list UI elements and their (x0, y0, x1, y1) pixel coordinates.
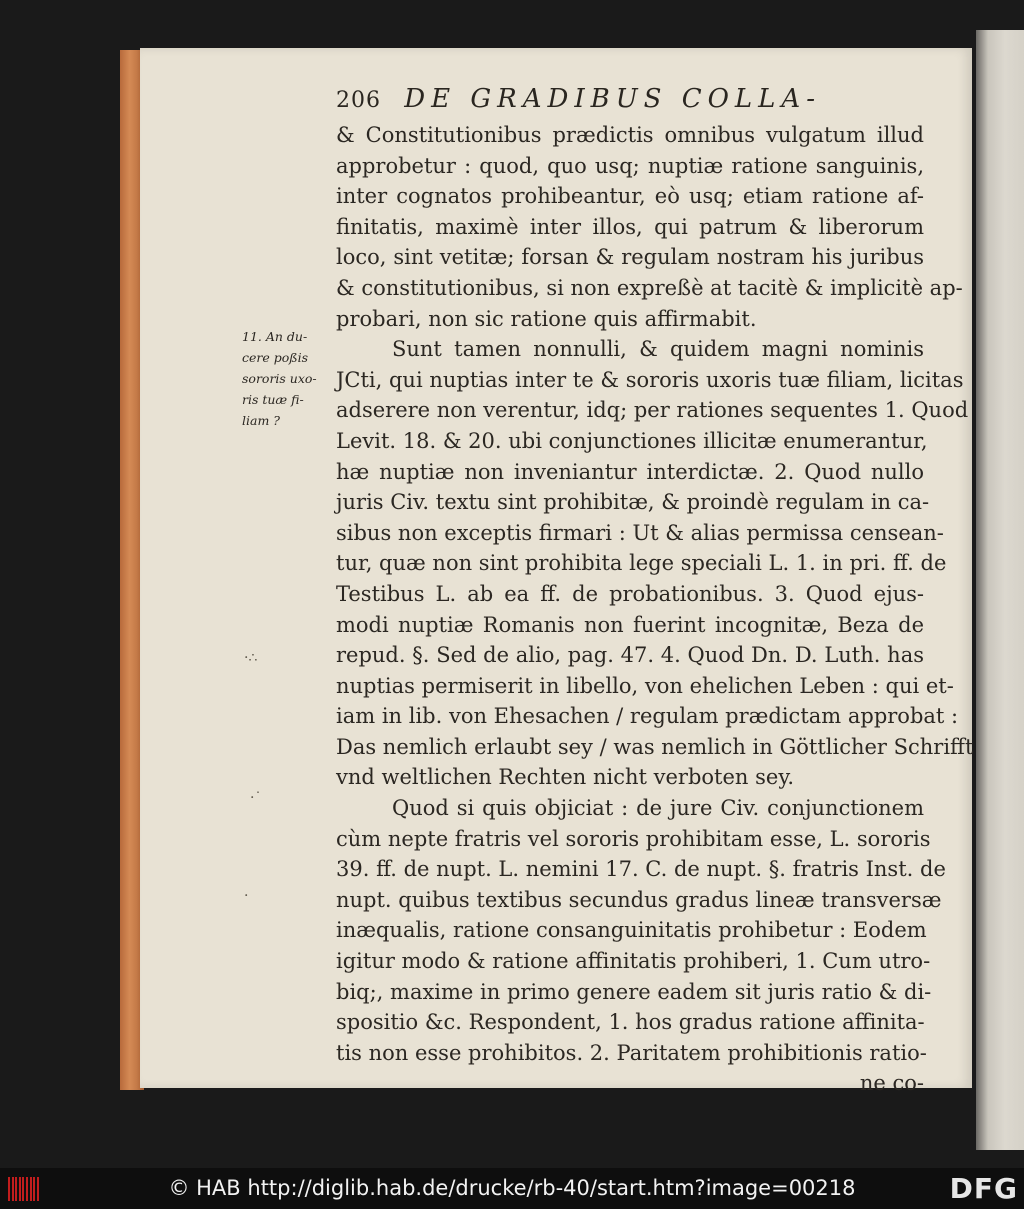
ink-speck: ·∴ (244, 650, 258, 666)
ink-speck: ·˙ (250, 790, 262, 806)
ink-speck: · (244, 888, 249, 904)
text-line: spositio &c. Respondent, 1. hos gradus ratione affinita- (336, 1010, 925, 1035)
text-line: Levit. 18. & 20. ubi conjunctiones illicitæ enumerantur, (336, 428, 928, 453)
citation-text[interactable]: © HAB http://diglib.hab.de/drucke/rb-40/start.htm?image=00218 (168, 1176, 856, 1200)
margin-note (242, 326, 334, 431)
text-line: inter cognatos prohibeantur, eò usq; etiam ratione af- (336, 184, 924, 209)
text-line: sibus non exceptis firmari : Ut & alias permissa censean- (336, 520, 944, 545)
text-line: biq;, maxime in primo genere eadem sit juris ratio & di- (336, 979, 932, 1004)
page-number: 206 (336, 88, 381, 113)
running-head-title: DE GRADIBUS COLLA- (404, 84, 821, 114)
text-line: Das nemlich erlaubt sey / was nemlich in Göttlicher Schrifft (336, 734, 974, 759)
margin-note-line: ris tuæ fi- (242, 392, 304, 407)
text-line: tur, quæ non sint prohibita lege speciali L. 1. in pri. ff. de (336, 551, 947, 576)
text-line: iam in lib. von Ehesachen / regulam prædictam approbat : (336, 704, 959, 729)
text-line: inæqualis, ratione consanguinitatis prohibetur : Eodem (336, 918, 927, 943)
margin-note-line: cere poßis (242, 350, 309, 365)
text-line: igitur modo & ratione affinitatis prohiberi, 1. Cum utro- (336, 949, 931, 974)
text-line: hæ nuptiæ non inveniantur interdictæ. 2. Quod nullo (336, 459, 924, 484)
text-line: & constitutionibus, si non expreßè at tacitè & implicitè ap- (336, 275, 963, 300)
viewer-footer (0, 1168, 1024, 1209)
text-line: loco, sint vetitæ; forsan & regulam nostram his juribus (336, 245, 924, 270)
text-line: juris Civ. textu sint prohibitæ, & proindè regulam in ca- (336, 490, 930, 515)
text-line: probari, non sic ratione quis affirmabit. (336, 306, 757, 331)
text-line: cùm nepte fratris vel sororis prohibitam esse, L. sororis (336, 826, 931, 851)
text-line: modi nuptiæ Romanis non fuerint incognitæ, Beza de (336, 612, 924, 637)
running-head (336, 84, 856, 114)
text-line: adserere non verentur, idq; per rationes sequentes 1. Quod (336, 398, 969, 423)
text-line: finitatis, maximè inter illos, qui patrum & liberorum (336, 214, 924, 239)
dfg-logo[interactable]: DFG (949, 1172, 1018, 1205)
margin-note-line: 11. An du- (242, 329, 308, 344)
catchword: ne co- (859, 1071, 924, 1096)
text-line: 39. ff. de nupt. L. nemini 17. C. de nupt. §. fratris Inst. de (336, 857, 946, 882)
margin-note-line: sororis uxo- (242, 371, 317, 386)
text-line: Quod si quis objiciat : de jure Civ. conjunctionem (392, 796, 924, 821)
text-line: nupt. quibus textibus secundus gradus lineæ transversæ (336, 887, 942, 912)
text-line: Testibus L. ab ea ff. de probationibus. 3. Quod ejus- (336, 581, 924, 606)
text-line: approbetur : quod, quo usq; nuptiæ ratione sanguinis, (336, 153, 924, 178)
text-line: Sunt tamen nonnulli, & quidem magni nominis (392, 337, 924, 362)
text-line: tis non esse prohibitos. 2. Paritatem prohibitionis ratio- (336, 1040, 927, 1065)
margin-note-line: liam ? (242, 413, 280, 428)
facing-page-edge (976, 30, 1024, 1150)
text-line: repud. §. Sed de alio, pag. 47. 4. Quod Dn. D. Luth. has (336, 643, 924, 668)
text-line: & Constitutionibus prædictis omnibus vulgatum illud (336, 123, 924, 147)
text-line: nuptias permiserit in libello, von ehelichen Leben : qui et- (336, 673, 954, 698)
text-line: vnd weltlichen Rechten nicht verboten sey. (336, 765, 795, 790)
body-text (336, 120, 974, 1099)
text-line: JCti, qui nuptias inter te & sororis uxoris tuæ filiam, licitas (336, 367, 964, 392)
